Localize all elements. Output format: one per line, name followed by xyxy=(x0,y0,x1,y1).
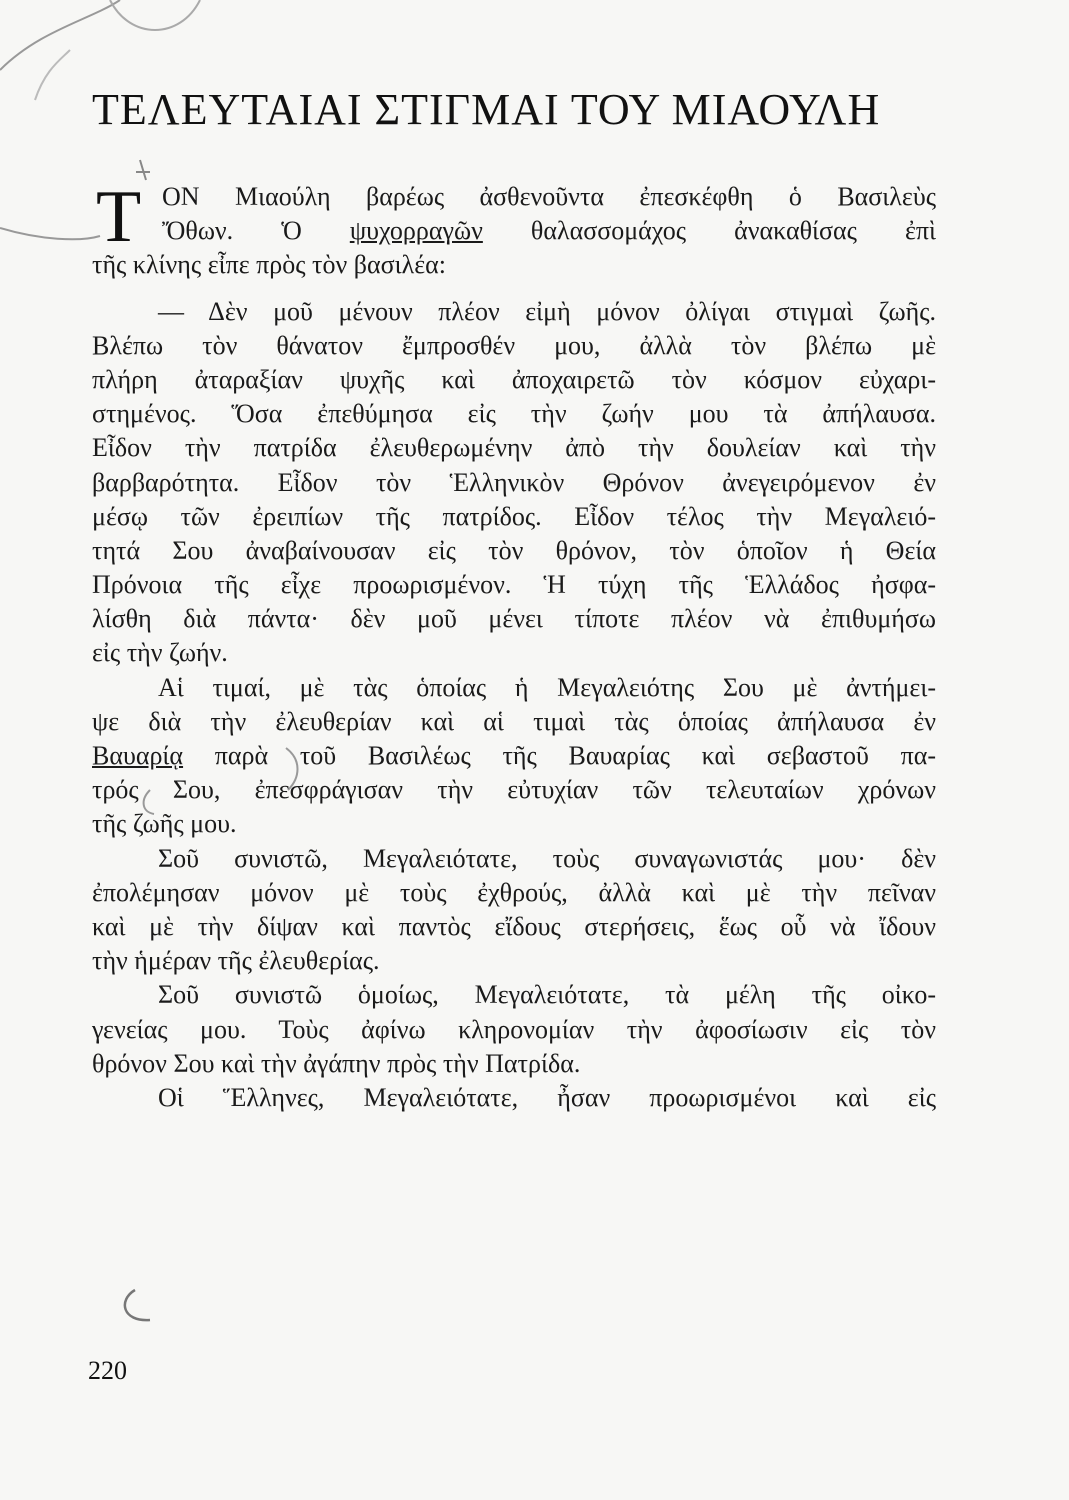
text-line: τὴν ἡμέραν τῆς ἐλευθερίας. xyxy=(92,946,380,976)
text-line: καὶ μὲ τὴν δίψαν καὶ παντὸς εἴδους στερήσεις, ἕως οὗ νὰ ἴδουν xyxy=(92,911,936,941)
text-line: — Δὲν μοῦ μένουν πλέον εἰμὴ μόνον ὀλίγαι στιγμαὶ ζωῆς. xyxy=(158,296,936,326)
text-line: τητά Σου ἀναβαίνουσαν εἰς τὸν θρόνον, τὸν ὁποῖον ἡ Θεία xyxy=(92,535,936,565)
text-line: θρόνον Σου καὶ τὴν ἀγάπην πρὸς τὴν Πατρίδα. xyxy=(92,1048,581,1078)
text-line: Σοῦ συνιστῶ, Μεγαλειότατε, τοὺς συναγωνιστάς μου· δὲν xyxy=(158,843,936,873)
text-line: στημένος. Ὅσα ἐπεθύμησα εἰς τὴν ζωήν μου τὰ ἀπήλαυσα. xyxy=(92,399,936,429)
text-segment: θαλασσομάχος ἀνακαθίσας ἐπὶ xyxy=(530,216,937,246)
text-line: τρός Σου, ἐπεσφράγισαν τὴν εὐτυχίαν τῶν τελευταίων χρόνων xyxy=(92,775,936,805)
text-line: Πρόνοια τῆς εἶχε προωρισμένον. Ἡ τύχη τῆς Ἑλλάδος ἠσφα- xyxy=(92,570,936,600)
text-line: τῆς ζωῆς μου. xyxy=(92,809,237,839)
text-line: πλήρη ἀταραξίαν ψυχῆς καὶ ἀποχαιρετῶ τὸν κόσμον εὐχαρι- xyxy=(92,364,936,394)
body-text xyxy=(92,176,937,1115)
text-line: γενείας μου. Τοὺς ἀφίνω κληρονομίαν τὴν ἀφοσίωσιν εἰς τὸν xyxy=(92,1014,936,1044)
text-line: ψε διὰ τὴν ἐλευθερίαν καὶ αἱ τιμαὶ τὰς ὁποίας ἀπήλαυσα ἐν xyxy=(92,706,936,736)
text-line: Σοῦ συνιστῶ ὁμοίως, Μεγαλειότατε, τὰ μέλη τῆς οἰκο- xyxy=(158,980,936,1010)
underlined-word: Βαυαρίᾳ xyxy=(92,741,184,770)
underlined-word: ψυχορραγῶν xyxy=(349,216,483,246)
text-line: τῆς κλίνης εἶπε πρὸς τὸν βασιλέα: xyxy=(92,250,446,280)
text-line: ΟΝ Μιαούλη βαρέως ἀσθενοῦντα ἐπεσκέφθη ὁ Βασιλεὺς xyxy=(162,182,936,211)
drop-cap: Τ xyxy=(96,176,142,258)
text-line: Βλέπω τὸν θάνατον ἔμπροσθέν μου, ἀλλὰ τὸν βλέπω μὲ xyxy=(92,330,936,360)
text-line: Εἶδον τὴν πατρίδα ἐλευθερωμένην ἀπὸ τὴν δουλείαν καὶ τὴν xyxy=(92,433,936,463)
text-line: εἰς τὴν ζωήν. xyxy=(92,638,228,668)
corner-scribble xyxy=(0,0,120,70)
text-line: ἐπολέμησαν μόνον μὲ τοὺς ἐχθρούς, ἀλλὰ καὶ μὲ τὴν πεῖναν xyxy=(92,877,936,907)
text-segment: Ὄθων. Ὁ xyxy=(162,216,302,246)
margin-bracket xyxy=(0,228,100,239)
text-line: Οἱ Ἕλληνες, Μεγαλειότατε, ἦσαν προωρισμένοι καὶ εἰς xyxy=(158,1082,936,1112)
margin-mark-3 xyxy=(125,1290,150,1320)
chapter-title: ΤΕΛΕΥΤΑΙΑΙ ΣΤΙΓΜΑΙ ΤΟΥ ΜΙΑΟΥΛΗ xyxy=(92,85,881,134)
text-line: Αἱ τιμαί, μὲ τὰς ὁποίας ἡ Μεγαλειότης Σου μὲ ἀντήμει- xyxy=(158,672,936,702)
text-line: βαρβαρότητα. Εἶδον τὸν Ἑλληνικὸν Θρόνον ἀνεγειρόμενον ἐν xyxy=(92,467,936,497)
text-line xyxy=(92,214,936,248)
text-line xyxy=(92,739,936,773)
text-line: μέσῳ τῶν ἐρειπίων τῆς πατρίδος. Εἶδον τέλος τὴν Μεγαλειό- xyxy=(92,501,936,531)
corner-scribble-3 xyxy=(35,50,70,100)
text-segment: παρὰ τοῦ Βασιλέως τῆς Βαυαρίας καὶ σεβαστοῦ πα- xyxy=(214,741,937,770)
page-number: 220 xyxy=(88,1356,127,1385)
text-line: λίσθη διὰ πάντα· δὲν μοῦ μένει τίποτε πλέον νὰ ἐπιθυμήσω xyxy=(92,604,936,634)
corner-scribble-2 xyxy=(110,0,200,30)
